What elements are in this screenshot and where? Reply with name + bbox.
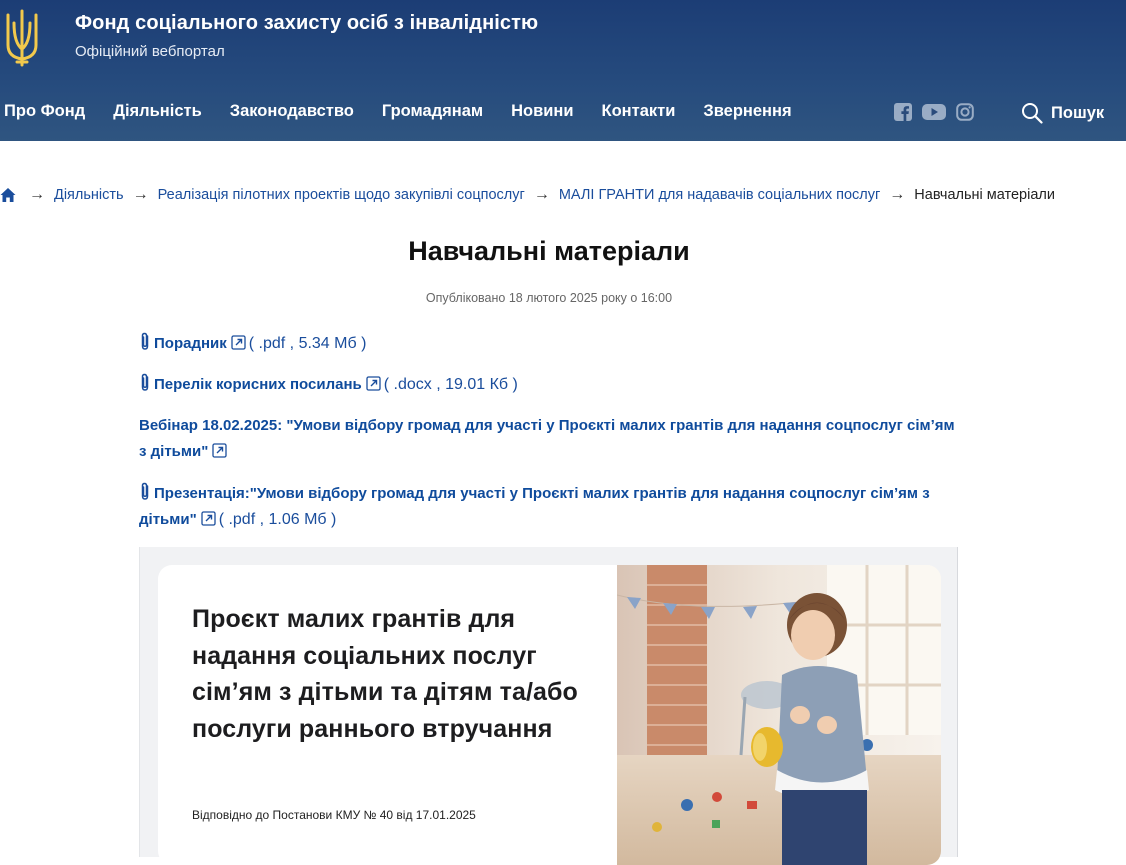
breadcrumb-current: Навчальні матеріали (914, 187, 1055, 203)
published-date: Опубліковано 18 лютого 2025 року о 16:00 (425, 291, 673, 305)
banner-title-line: послуги раннього втручання (192, 714, 553, 743)
document-link-presentation[interactable]: Презентація:"Умови відбору громад для участі у Проєкті малих грантів для надання соцпослуг сім’ям з (154, 485, 930, 502)
search-button[interactable] (1021, 102, 1104, 124)
document-meta: ( .docx , 19.01 Кб ) (383, 376, 518, 393)
banner-title-line: сім’ям з дітьми та дітям та/або (192, 678, 578, 706)
document-meta: ( .pdf , 1.06 Мб ) (218, 511, 337, 528)
page-title: Навчальні матеріали (408, 236, 690, 266)
home-icon[interactable] (0, 187, 16, 203)
nav-item-legislation[interactable]: Законодавство (229, 102, 354, 120)
external-link-icon[interactable] (201, 511, 216, 526)
paperclip-icon (139, 332, 151, 351)
site-header (0, 0, 1126, 141)
document-meta: ( .pdf , 5.34 Мб ) (248, 335, 367, 352)
list-item (139, 331, 969, 357)
breadcrumb-pilot-projects[interactable]: Реалізація пілотних проектів щодо закупівлі соцпослуг (157, 187, 525, 203)
nav-item-about[interactable]: Про Фонд (4, 102, 86, 120)
search-label: Пошук (1051, 103, 1105, 122)
list-item (139, 372, 969, 398)
site-subtitle: Офіційний вебпортал (75, 43, 225, 60)
site-title: Фонд соціального захисту осіб з інвалідністю (75, 12, 539, 34)
presentation-banner (139, 547, 958, 857)
breadcrumb-separator: → (533, 186, 550, 203)
breadcrumb-separator: → (132, 186, 149, 203)
breadcrumb (0, 185, 1055, 205)
list-item (139, 481, 969, 533)
brand[interactable] (0, 0, 700, 80)
paperclip-icon (139, 482, 151, 501)
nav-item-news[interactable]: Новини (511, 102, 574, 120)
document-link-presentation-continued[interactable]: дітьми" (139, 511, 197, 528)
social-links (894, 103, 974, 121)
breadcrumb-separator: → (889, 186, 906, 203)
document-link-useful-links[interactable]: Перелік корисних посилань (154, 376, 362, 393)
banner-title (192, 601, 622, 747)
banner-card (158, 565, 941, 865)
nav-item-appeals[interactable]: Звернення (703, 102, 792, 120)
search-icon (1021, 102, 1043, 124)
banner-title-line: Проєкт малих грантів для (192, 605, 516, 633)
main-nav (4, 102, 820, 126)
breadcrumb-activity[interactable]: Діяльність (54, 187, 124, 203)
breadcrumb-small-grants[interactable]: МАЛІ ГРАНТИ для надавачів соціальних послуг (558, 187, 881, 203)
external-link-icon[interactable] (366, 376, 381, 391)
banner-title-line: надання соціальних послуг (192, 641, 537, 670)
child-playing-photo (617, 565, 941, 865)
instagram-icon[interactable] (956, 103, 974, 121)
document-link-guide[interactable]: Порадник (154, 335, 227, 352)
nav-item-activity[interactable]: Діяльність (113, 102, 202, 120)
document-link-webinar-continued[interactable]: з дітьми" (139, 443, 209, 460)
external-link-icon[interactable] (231, 335, 246, 350)
nav-item-contacts[interactable]: Контакти (601, 102, 676, 120)
facebook-icon[interactable] (894, 103, 912, 121)
banner-note: Відповідно до Постанови КМУ № 40 від 17.01.2025 (192, 808, 476, 822)
paperclip-icon (139, 373, 151, 392)
document-link-webinar[interactable]: Вебінар 18.02.2025: "Умови відбору громад для участі у Проєкті малих грантів для надання соцпослуг сім’ям (139, 417, 955, 434)
external-link-icon[interactable] (212, 443, 227, 458)
trident-icon (4, 9, 40, 67)
nav-item-citizens[interactable]: Громадянам (381, 102, 484, 120)
youtube-icon[interactable] (922, 103, 946, 121)
list-item (139, 413, 969, 465)
breadcrumb-separator: → (29, 186, 45, 203)
